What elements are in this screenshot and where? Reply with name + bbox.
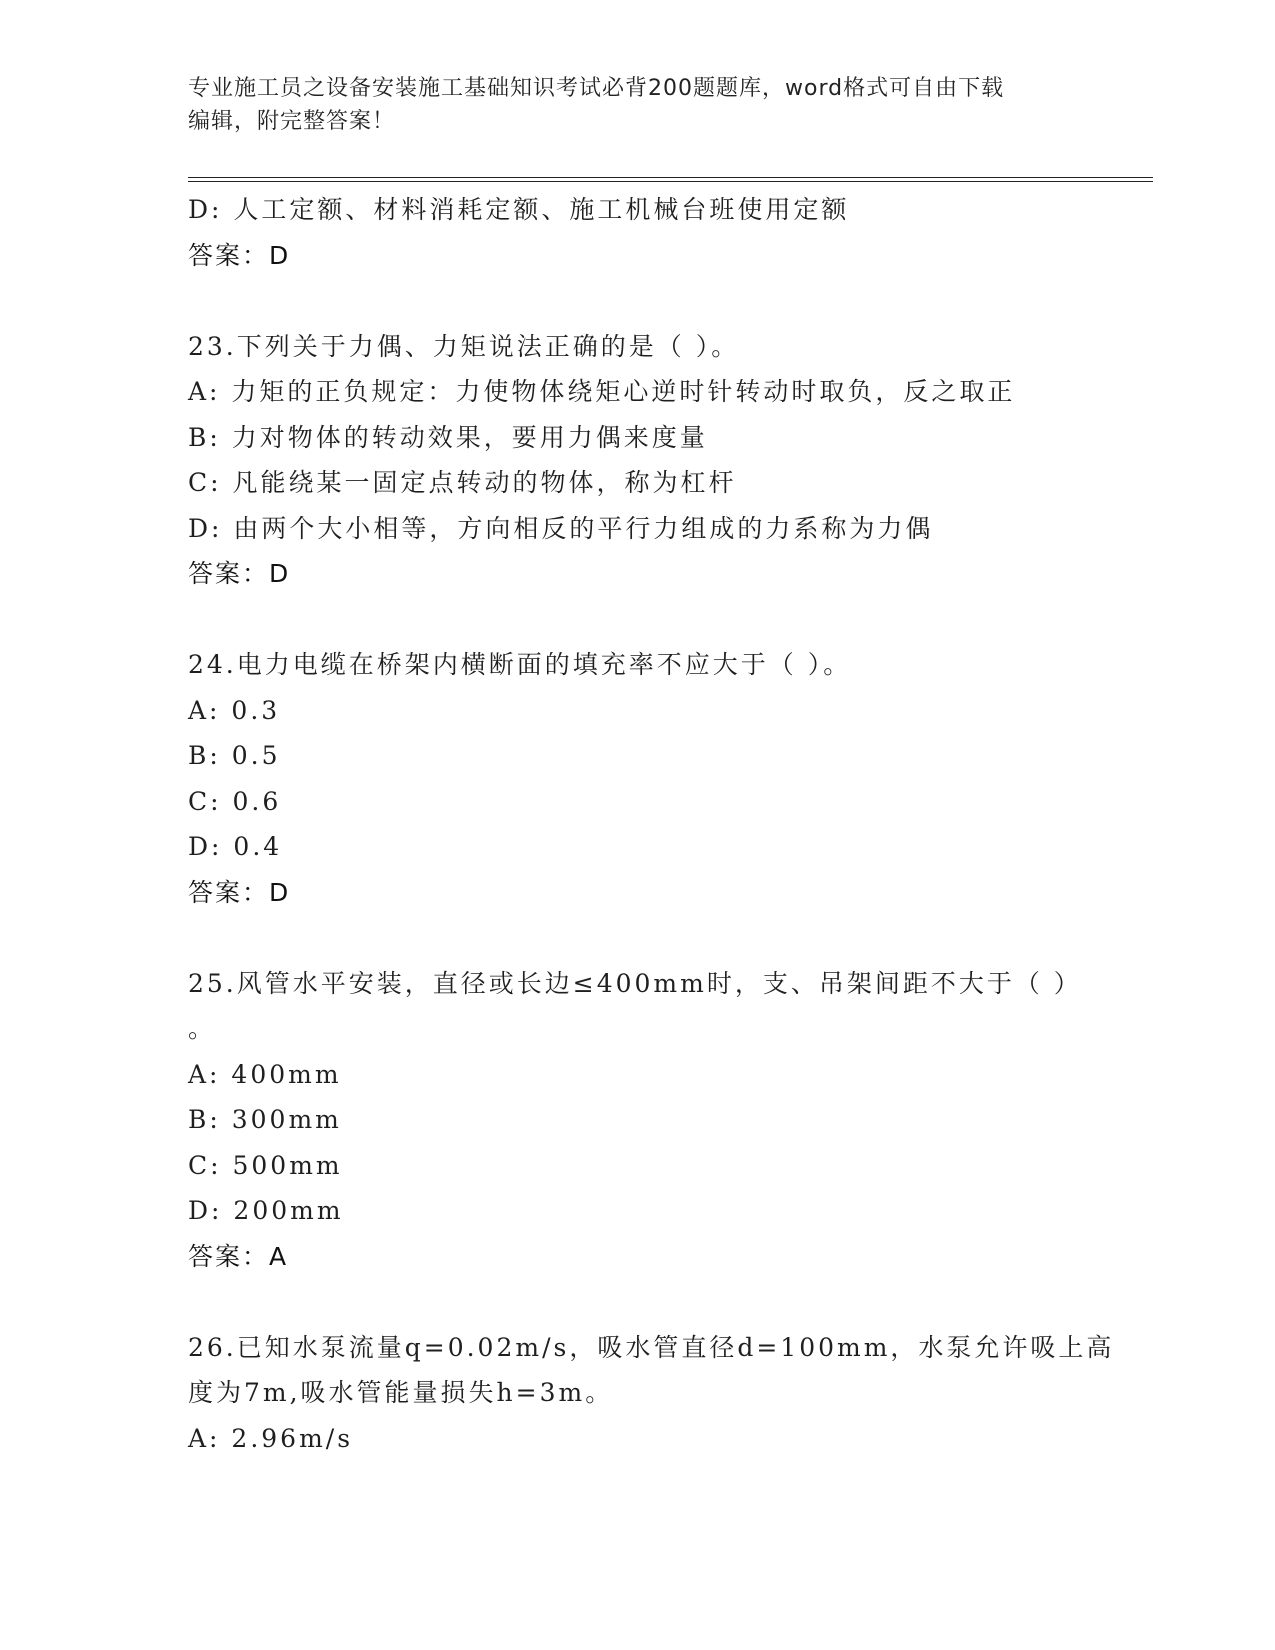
q24-stem: 24.电力电缆在桥架内横断面的填充率不应大于（ ）。 [188,650,852,679]
question-24 [188,642,1088,915]
q23-option-c: C: 凡能绕某一固定点转动的物体，称为杠杆 [188,468,737,497]
q24-option-b: B: 0.5 [188,741,281,770]
question-spacer [188,278,1088,324]
q23-option-b: B: 力对物体的转动效果，要用力偶来度量 [188,422,708,452]
q25-option-c: C: 500mm [188,1150,343,1180]
q22-answer: 答案：D [188,240,291,270]
q25-answer: 答案：A [188,1241,289,1271]
q25-stem-line-2: 。 [188,1014,217,1043]
question-25 [188,961,1088,1280]
q26-stem-line-1: 26.已知水泵流量q=0.02m/s，吸水管直径d=100mm，水泵允许吸上高 [188,1332,1115,1362]
q24-option-d: D: 0.4 [188,832,283,861]
q23-option-d: D: 由两个大小相等，方向相反的平行力组成的力系称为力偶 [188,513,934,543]
document-header [188,72,1088,138]
question-spacer [188,597,1088,643]
header-divider-thick [188,181,1153,182]
q26-stem-line-2: 度为7m,吸水管能量损失h=3m。 [188,1378,614,1407]
q26-option-a: A: 2.96m/s [188,1423,354,1453]
q22-option-d: D: 人工定额、材料消耗定额、施工机械台班使用定额 [188,195,850,224]
header-title-line-1: 专业施工员之设备安装施工基础知识考试必背200题题库，word格式可自由下载 [188,76,1005,101]
q24-answer: 答案：D [188,877,291,907]
q23-answer: 答案：D [188,559,291,588]
q25-stem-line-1: 25.风管水平安装，直径或长边≤400mm时，支、吊架间距不大于（ ） [188,968,1082,998]
q24-option-a: A: 0.3 [188,695,281,725]
q23-stem: 23.下列关于力偶、力矩说法正确的是（ ）。 [188,331,740,361]
header-title-line-2: 编辑，附完整答案！ [188,109,396,134]
q25-option-a: A: 400mm [188,1059,342,1089]
question-list [188,187,1115,1461]
header-divider-thin [188,177,1153,178]
question-22-tail [188,187,1088,278]
q24-option-c: C: 0.6 [188,786,282,816]
question-26 [188,1325,1115,1462]
q25-option-d: D: 200mm [188,1196,344,1225]
q23-option-a: A: 力矩的正负规定：力使物体绕矩心逆时针转动时取负，反之取正 [188,377,1016,406]
question-spacer [188,1279,1088,1325]
question-23 [188,324,1088,597]
question-spacer [188,915,1088,961]
q25-option-b: B: 300mm [188,1105,342,1134]
